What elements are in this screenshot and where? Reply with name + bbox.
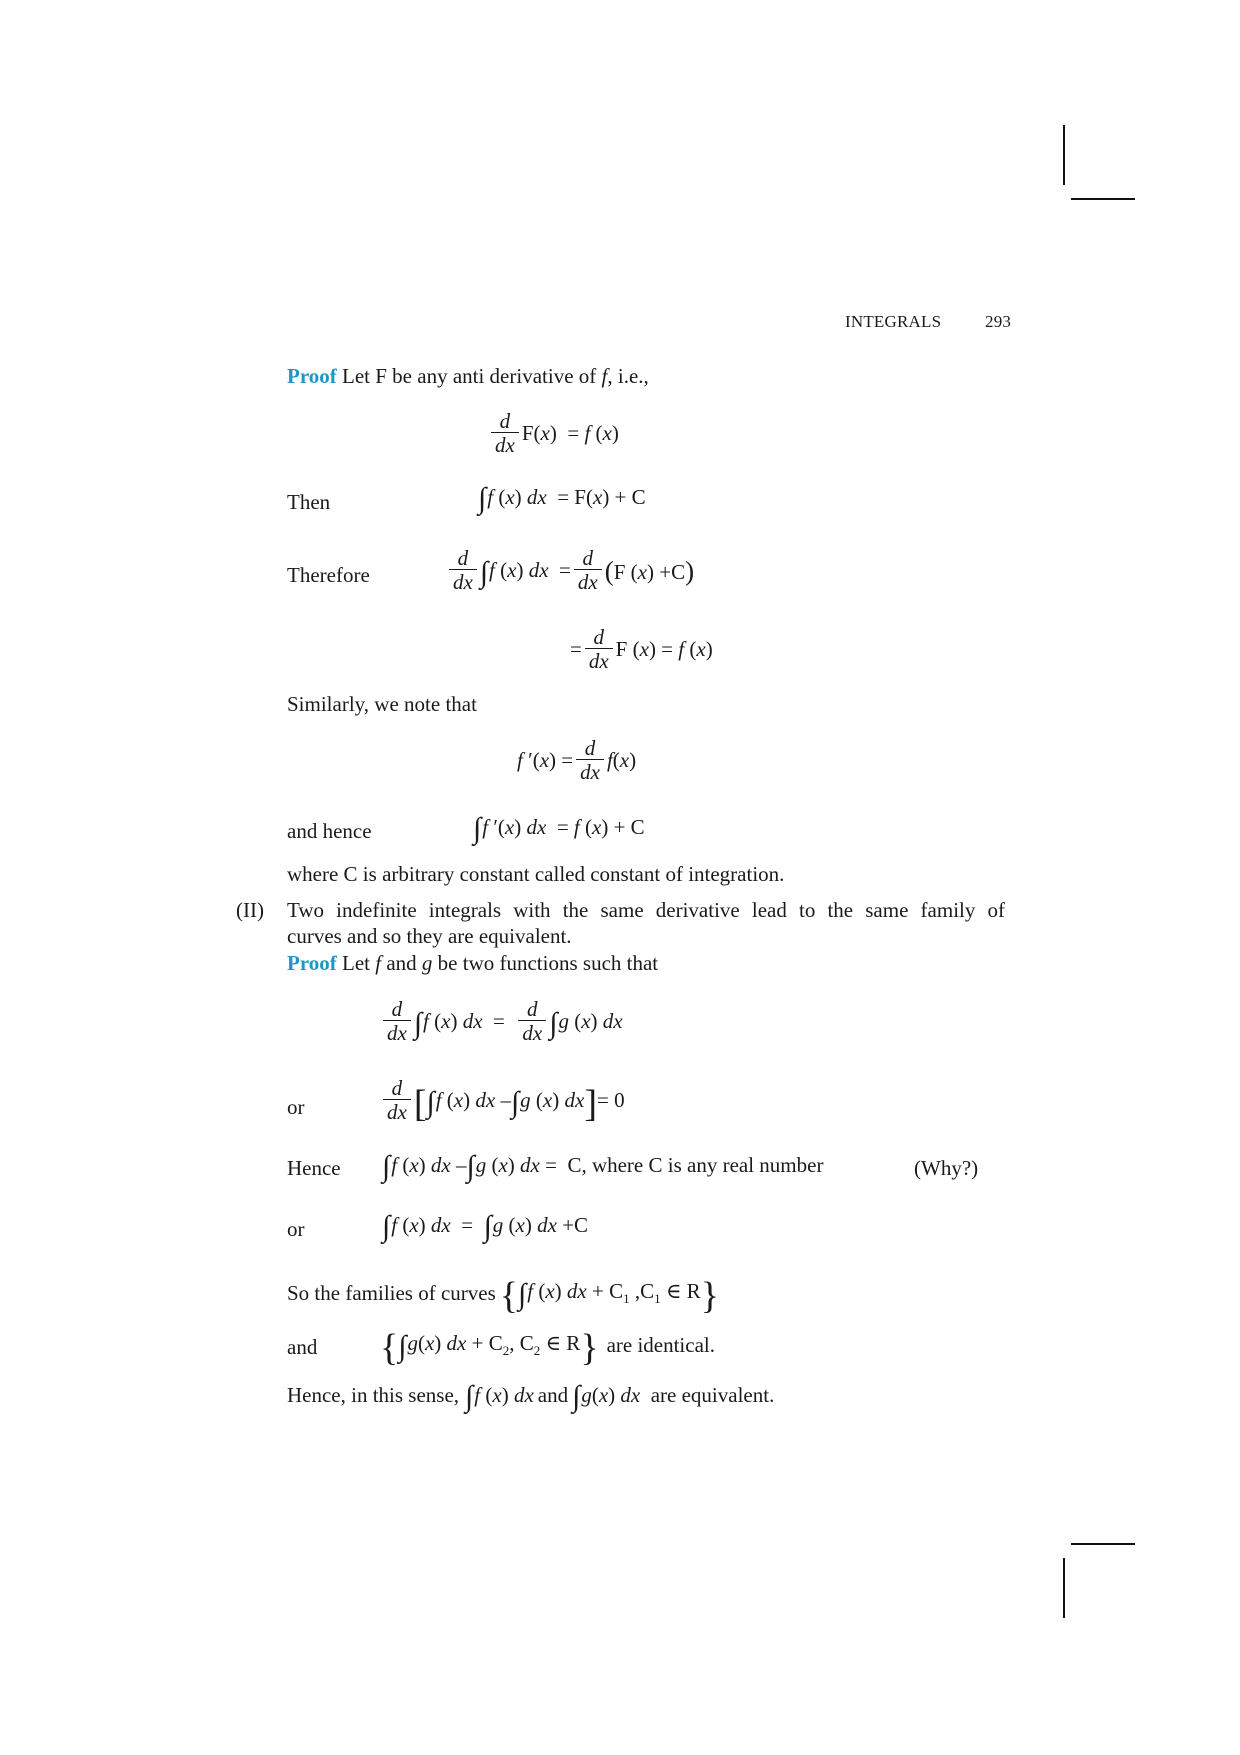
proof-label: Proof (287, 364, 337, 388)
item-marker: (II) (236, 898, 264, 922)
proof-two-line (287, 953, 658, 974)
equivalent-text: are equivalent. (650, 1382, 775, 1407)
proof-intro-tail: , i.e., (607, 364, 649, 388)
text-families: So the families of curves { ∫ f (x) dx + $C_1$ $,C_1$ ∈ R } (287, 1275, 719, 1317)
page-number: 293 (985, 312, 1012, 331)
and-word: and (537, 1382, 569, 1407)
fraction-d-dx: $\frac{d}{dx}$ (491, 410, 519, 457)
header-title: INTEGRALS (845, 312, 942, 331)
proof2-text-and: and (386, 951, 417, 975)
item-text-line2: curves and so they are equivalent. (287, 924, 572, 948)
hence-tail: C, where C is any real number (567, 1152, 824, 1177)
function-f: f (375, 951, 382, 975)
label-and-hence: and hence (287, 819, 372, 843)
identical-text: are identical. (606, 1332, 715, 1357)
label-and: and (287, 1335, 318, 1359)
equation-f-prime: f ′(x) = $\frac{d}{dx}$ f(x) (517, 736, 637, 785)
families-text: So the families of curves (287, 1280, 496, 1305)
equation-equal-derivatives: $\frac{d}{dx}$ ∫ f (x) dx = $\frac{d}{dx}$ ∫ g (x) dx (380, 998, 623, 1045)
fraction-d-dx: $\frac{d}{dx}$ (574, 547, 602, 594)
equation-integral-f-prime: ∫ f ′(x) dx = f (x) + C (473, 812, 645, 845)
equation-difference-zero: $\frac{d}{dx}$ [ ∫ f (x) dx – ∫ g (x) dx ] = 0 (380, 1077, 625, 1124)
label-or-1: or (287, 1095, 305, 1119)
item-text-line1: Two indefinite integrals with the same derivative lead to the same family of (287, 898, 1005, 922)
fraction-d-dx: $\frac{d}{dx}$ (576, 737, 604, 784)
label-hence: Hence (287, 1156, 341, 1180)
proof-intro-line (287, 366, 649, 387)
crop-mark-top-vertical (1063, 125, 1065, 185)
running-header (845, 312, 1012, 332)
why-note: (Why?) (914, 1156, 979, 1180)
text-identical: { ∫ g(x) dx + $C_2$, $C_2$ ∈ R } are identical. (380, 1327, 715, 1369)
proof2-text-tail: be two functions such that (437, 951, 659, 975)
text-hence-equivalent: Hence, in this sense, ∫ f (x) dx and ∫ g(x) dx are equivalent. (287, 1380, 775, 1413)
text-similarly: Similarly, we note that (287, 692, 477, 716)
text-where-c: where C is arbitrary constant called constant of integration. (287, 862, 785, 886)
crop-mark-top-horizontal (1071, 198, 1135, 200)
label-therefore: Therefore (287, 563, 370, 587)
equation-integral-f: ∫ f (x) dx = F(x) + C (478, 482, 646, 515)
label-then: Then (287, 490, 331, 514)
fraction-d-dx: $\frac{d}{dx}$ (383, 998, 411, 1045)
proof-intro-text: Let F be any anti derivative of (342, 364, 597, 388)
equation-difference-constant: ∫ f (x) dx – ∫ g (x) dx = C, where C is any real number (382, 1150, 824, 1183)
equation-integral-equivalence: ∫ f (x) dx = ∫ g (x) dx +C (382, 1210, 589, 1243)
fraction-d-dx: $\frac{d}{dx}$ (585, 626, 613, 673)
function-f: f (601, 364, 608, 388)
proof-label: Proof (287, 951, 337, 975)
equation-derivative-F: $\frac{d}{dx}$ F(x) = f (x) (488, 410, 619, 457)
fraction-d-dx: $\frac{d}{dx}$ (518, 998, 546, 1045)
equation-therefore-step2: = $\frac{d}{dx}$ F (x) = f (x) (570, 625, 713, 674)
hence-sense-text: Hence, in this sense, (287, 1382, 460, 1407)
fraction-d-dx: $\frac{d}{dx}$ (449, 547, 477, 594)
fraction-d-dx: $\frac{d}{dx}$ (383, 1077, 411, 1124)
function-g: g (421, 951, 433, 975)
proof2-text-let: Let (342, 951, 370, 975)
label-or-2: or (287, 1217, 305, 1241)
crop-mark-bottom-vertical (1063, 1558, 1065, 1618)
equation-therefore: $\frac{d}{dx}$ ∫ f (x) dx = $\frac{d}{dx}$ (F (x) +C) (446, 547, 694, 594)
crop-mark-bottom-horizontal (1071, 1543, 1135, 1545)
